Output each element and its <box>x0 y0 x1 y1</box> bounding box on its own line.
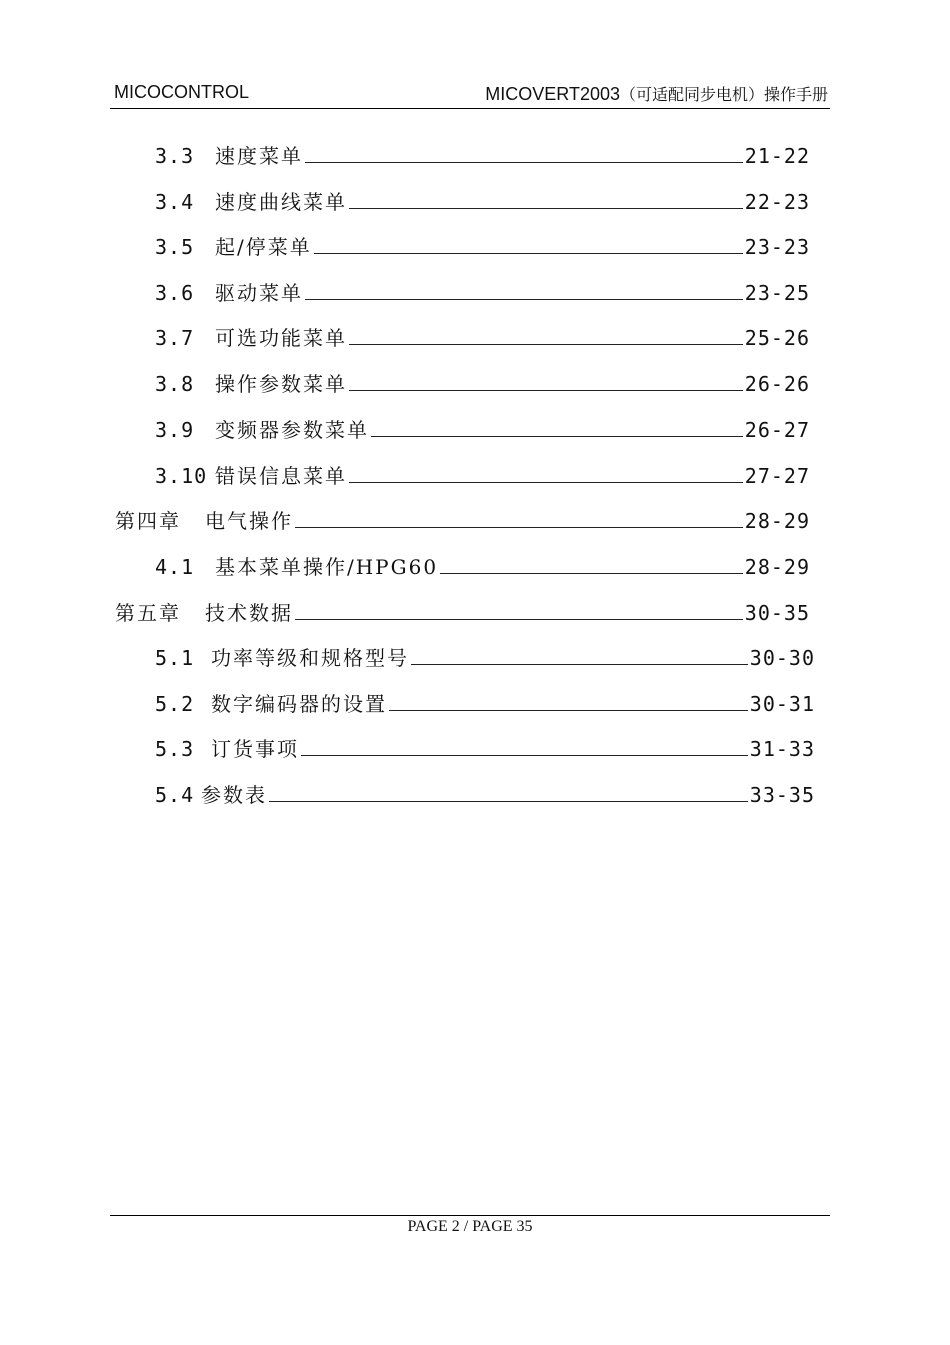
toc-entry[interactable] <box>155 186 810 216</box>
header-manual-title <box>485 82 828 105</box>
toc-title: 速度曲线菜单 <box>215 190 347 214</box>
toc-entry[interactable] <box>155 368 810 398</box>
toc-entry[interactable] <box>155 733 815 763</box>
toc-pages: 30-35 <box>744 601 810 625</box>
toc-number: 5.1 <box>155 646 195 670</box>
toc-title: 数字编码器的设置 <box>211 692 387 716</box>
toc-pages: 25-26 <box>744 326 810 350</box>
toc-number: 3.6 <box>155 281 195 305</box>
toc-number: 5.3 <box>155 737 195 761</box>
header-company: MICOCONTROL <box>114 82 249 102</box>
toc-title: 可选功能菜单 <box>215 326 347 350</box>
toc-entry[interactable] <box>155 642 815 672</box>
toc-leader <box>349 390 743 391</box>
toc-title: 基本菜单操作/HPG60 <box>215 555 439 579</box>
toc-pages: 27-27 <box>744 464 810 488</box>
toc-number: 5.2 <box>155 692 195 716</box>
header-model: MICOVERT2003 <box>485 84 620 104</box>
toc-leader <box>349 482 743 483</box>
toc-pages: 28-29 <box>744 555 810 579</box>
toc-number: 3.7 <box>155 326 195 350</box>
toc-pages: 26-27 <box>744 418 810 442</box>
toc-leader <box>301 755 748 756</box>
toc-chapter-number: 第五章 <box>115 601 181 625</box>
toc-leader <box>389 710 748 711</box>
toc-entry[interactable] <box>155 779 815 809</box>
toc-leader <box>411 664 748 665</box>
toc-title: 速度菜单 <box>215 144 303 168</box>
toc-title: 操作参数菜单 <box>215 372 347 396</box>
toc-number: 4.1 <box>155 555 195 579</box>
toc-entry[interactable] <box>155 460 810 490</box>
toc-number: 3.9 <box>155 418 195 442</box>
toc-chapter[interactable] <box>115 505 810 535</box>
toc-title: 订货事项 <box>211 737 299 761</box>
toc-title: 功率等级和规格型号 <box>211 646 409 670</box>
page-number: PAGE 2 / PAGE 35 <box>407 1218 533 1235</box>
toc-pages: 28-29 <box>744 509 810 533</box>
toc-pages: 31-33 <box>749 737 815 761</box>
toc-number: 5.4 <box>155 783 195 807</box>
toc-pages: 22-23 <box>744 190 810 214</box>
toc-title: 参数表 <box>201 783 267 807</box>
toc-pages: 23-23 <box>744 235 810 259</box>
toc-leader <box>295 619 743 620</box>
toc-title: 技术数据 <box>205 601 293 625</box>
toc-leader <box>440 573 743 574</box>
toc-leader <box>269 801 748 802</box>
toc-title: 电气操作 <box>205 509 293 533</box>
toc-leader <box>305 162 743 163</box>
toc-entry[interactable] <box>155 551 810 581</box>
toc-number: 3.10 <box>155 464 208 488</box>
toc-number: 3.3 <box>155 144 195 168</box>
toc-pages: 30-30 <box>749 646 815 670</box>
toc-entry[interactable] <box>155 688 815 718</box>
toc-number: 3.5 <box>155 235 195 259</box>
toc-leader <box>314 253 743 254</box>
toc-title: 起/停菜单 <box>215 235 312 259</box>
toc-number: 3.4 <box>155 190 195 214</box>
toc-pages: 30-31 <box>749 692 815 716</box>
toc-pages: 23-25 <box>744 281 810 305</box>
toc-pages: 21-22 <box>744 144 810 168</box>
toc-leader <box>371 436 743 437</box>
toc-pages: 26-26 <box>744 372 810 396</box>
toc-leader <box>305 299 743 300</box>
header-manual-name: （可适配同步电机）操作手册 <box>619 85 828 104</box>
toc-title: 错误信息菜单 <box>215 464 347 488</box>
toc-leader <box>349 208 743 209</box>
toc-entry[interactable] <box>155 277 810 307</box>
page-footer <box>110 1215 830 1235</box>
toc-entry[interactable] <box>155 140 810 170</box>
page-header <box>110 80 830 109</box>
toc-entry[interactable] <box>155 414 810 444</box>
toc-leader <box>349 344 743 345</box>
toc-chapter-number: 第四章 <box>115 509 181 533</box>
toc-chapter[interactable] <box>115 597 810 627</box>
toc-leader <box>295 527 743 528</box>
toc-title: 变频器参数菜单 <box>215 418 369 442</box>
toc-number: 3.8 <box>155 372 195 396</box>
toc-entry[interactable] <box>155 322 810 352</box>
toc-title: 驱动菜单 <box>215 281 303 305</box>
toc-pages: 33-35 <box>749 783 815 807</box>
toc-entry[interactable] <box>155 231 810 261</box>
